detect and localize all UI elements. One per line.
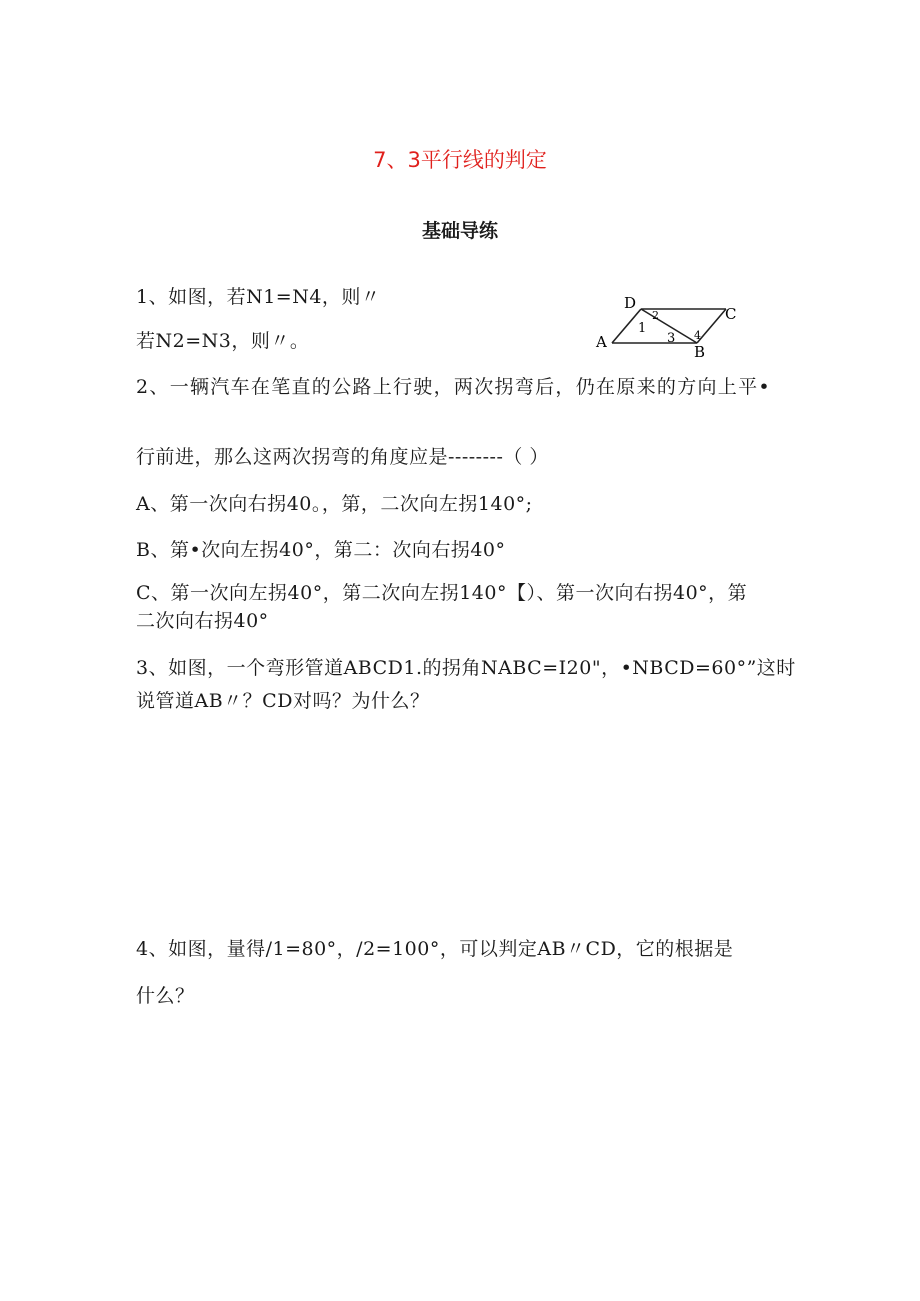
- vertex-label-c: C: [725, 305, 737, 323]
- question-2-line-2: 行前进，那么这两次拐弯的角度应是--------（ ）: [136, 446, 549, 468]
- question-4-line-2: 什么？: [136, 985, 195, 1007]
- question-2-option-b: B、第•次向左拐40°，第二：次向右拐40°: [136, 539, 506, 561]
- question-2-option-a: A、第一次向右拐40。，第，二次向左拐140°;: [136, 493, 533, 515]
- question-1-line-2: 若N2=N3，则〃。: [136, 330, 310, 352]
- segment-bc: [697, 309, 726, 343]
- question-2-option-c-cont: 二次向右拐40°: [136, 610, 269, 632]
- angle-label-4: 4: [694, 329, 701, 342]
- question-1-line-1: 1、如图，若N1=N4，则〃: [136, 286, 381, 308]
- section-subtitle: 基础导练: [421, 220, 498, 242]
- question-3-line-1: 3、如图，一个弯形管道ABCD1.的拐角NABC=I20"，•NBCD=60°”这时: [136, 657, 796, 679]
- vertex-label-b: B: [694, 343, 706, 360]
- question-3-line-2: 说管道AB〃？CD对吗？为什么？: [136, 690, 430, 712]
- angle-label-1: 1: [638, 321, 647, 336]
- page-title: 7、3平行线的判定: [373, 148, 547, 172]
- vertex-label-a: A: [596, 333, 607, 351]
- angle-label-2: 2: [652, 309, 659, 322]
- segment-ad: [612, 309, 641, 343]
- question-2-line-1: 2、一辆汽车在笔直的公路上行驶，两次拐弯后，仍在原来的方向上平•: [136, 376, 771, 398]
- parallelogram-figure: [594, 290, 744, 364]
- question-4-line-1: 4、如图，量得/1=80°，/2=100°，可以判定AB〃CD，它的根据是: [136, 938, 734, 960]
- vertex-label-d: D: [624, 294, 637, 312]
- angle-label-3: 3: [667, 331, 676, 346]
- question-2-option-c: C、第一次向左拐40°，第二次向左拐140°【）、第一次向右拐40°，第: [136, 582, 748, 604]
